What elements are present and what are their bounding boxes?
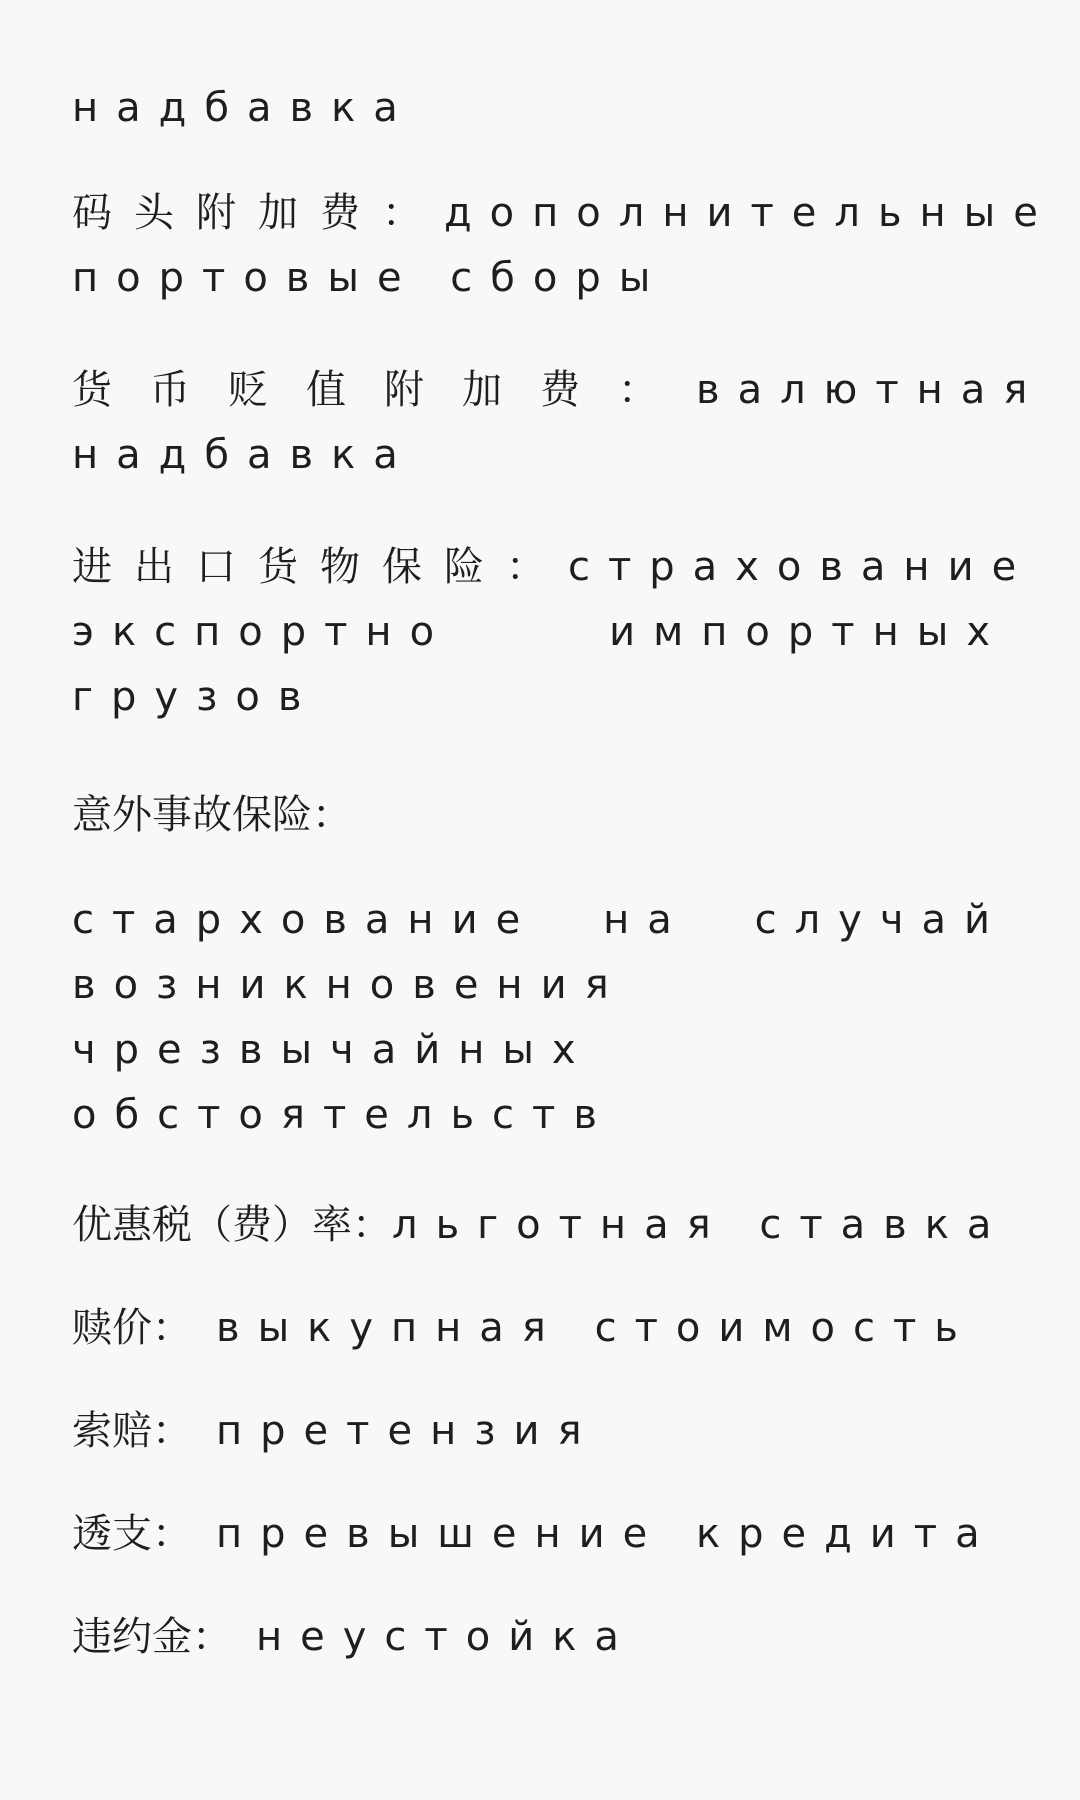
translation-text: валютная (696, 367, 1046, 413)
translation-text: стархование (72, 897, 539, 943)
translation-text: льготная ставка (392, 1202, 1010, 1248)
translation-line (72, 602, 1008, 662)
glossary-entry-currency-surcharge (72, 360, 1046, 420)
glossary-entry-overdraft (72, 1504, 1008, 1564)
glossary-entry-claim (72, 1401, 1008, 1461)
translation-text: выкупная стоимость (216, 1305, 976, 1351)
chinese-term: 优惠税（费）率： (72, 1202, 392, 1248)
translation-text: портовые сборы (72, 255, 669, 301)
translation-line (72, 667, 1008, 727)
chinese-term: 违约金： (72, 1614, 232, 1660)
glossary-entry-penalty (72, 1607, 1008, 1667)
translation-text: надбавка (72, 432, 416, 478)
glossary-entry-redemption-price (72, 1298, 1008, 1358)
glossary-entry-cargo-insurance (72, 537, 1035, 597)
translation-text: надбавка (72, 85, 416, 131)
translation-text: превышение кредита (216, 1511, 998, 1557)
translation-line (72, 1020, 1008, 1080)
translation-text: грузов (72, 674, 320, 720)
glossary-entry-dock-surcharge (72, 183, 1056, 243)
translation-text: импортных (609, 609, 1008, 655)
glossary-continuation-line (72, 78, 1008, 138)
glossary-entry-accident-insurance (72, 785, 1008, 845)
translation-text: обстоятельств (72, 1092, 615, 1138)
translation-text: чрезвычайных (72, 1027, 594, 1073)
glossary-entry-preferential-rate (72, 1195, 1008, 1255)
translation-text: экспортно (72, 609, 453, 655)
chinese-term: 码头附加费： (72, 190, 444, 236)
translation-line (72, 1085, 1008, 1145)
translation-text: неустойка (256, 1614, 637, 1660)
translation-line (72, 955, 1008, 1015)
chinese-term: 赎价： (72, 1305, 192, 1351)
chinese-term: 索赔： (72, 1408, 192, 1454)
translation-text: на (603, 897, 690, 943)
translation-text: дополнительные (444, 190, 1056, 236)
translation-text: случай (754, 897, 1008, 943)
translation-line (72, 890, 1008, 950)
translation-text: страхование (568, 544, 1035, 590)
chinese-term: 透支： (72, 1511, 192, 1557)
chinese-term: 货币贬值附加费： (72, 367, 696, 413)
translation-line (72, 248, 1008, 308)
translation-text: возникновения (72, 962, 627, 1008)
translation-text: претензия (216, 1408, 600, 1454)
chinese-term: 进出口货物保险： (72, 544, 568, 590)
translation-line (72, 425, 1008, 485)
chinese-term: 意外事故保险： (72, 792, 352, 838)
